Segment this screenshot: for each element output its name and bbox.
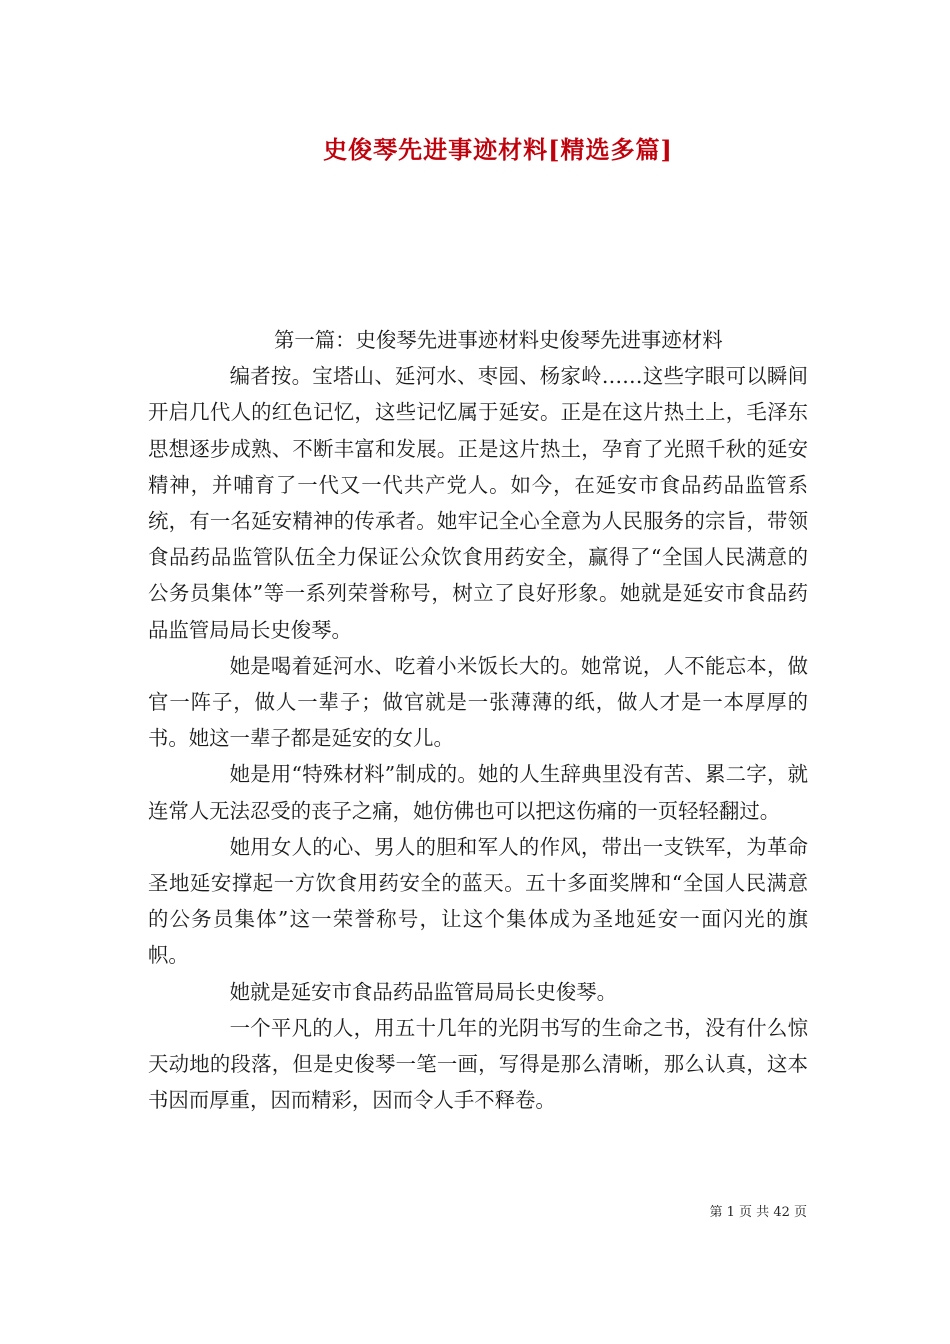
paragraph: 她是喝着延河水、吃着小米饭长大的。她常说，人不能忘本，做官一阵子，做人一辈子；做官就是一张薄薄的纸，做人才是一本厚厚的书。她这一辈子都是延安的女儿。 bbox=[148, 653, 808, 751]
page-number-footer: 第 1 页 共 42 页 bbox=[709, 1205, 807, 1220]
paragraph: 一个平凡的人，用五十几年的光阴书写的生命之书，没有什么惊天动地的段落，但是史俊琴一笔一画，写得是那么清晰，那么认真，这本书因而厚重，因而精彩，因而令人手不释卷。 bbox=[148, 1015, 808, 1113]
paragraph: 她是用“特殊材料”制成的。她的人生辞典里没有苦、累二字，就连常人无法忍受的丧子之痛，她仿佛也可以把这伤痛的一页轻轻翻过。 bbox=[148, 762, 808, 823]
document-body bbox=[148, 322, 808, 1118]
document-title: 史俊琴先进事迹材料[精选多篇] bbox=[323, 135, 673, 164]
paragraph-editor-note: 编者按。宝塔山、延河水、枣园、杨家岭……这些字眼可以瞬间开启几代人的红色记忆，这些记忆属于延安。正是在这片热土上，毛泽东思想逐步成熟、不断丰富和发展。正是这片热土，孕育了光照千秋的延安精神，并哺育了一代又一代共产党人。如今，在延安市食品药品监管系统，有一名延安精神的传承者。她牢记全心全意为人民服务的宗旨，带领食品药品监管队伍全力保证公众饮食用药安全，赢得了“全国人民满意的公务员集体”等一系列荣誉称号，树立了良好形象。她就是延安市食品药品监管局局长史俊琴。 bbox=[148, 364, 808, 642]
section-heading: 第一篇：史俊琴先进事迹材料史俊琴先进事迹材料 bbox=[274, 328, 723, 352]
paragraph: 她用女人的心、男人的胆和军人的作风，带出一支铁军，为革命圣地延安撑起一方饮食用药安全的蓝天。五十多面奖牌和“全国人民满意的公务员集体”这一荣誉称号，让这个集体成为圣地延安一面闪光的旗帜。 bbox=[148, 834, 808, 968]
paragraph: 她就是延安市食品药品监管局局长史俊琴。 bbox=[229, 979, 618, 1004]
